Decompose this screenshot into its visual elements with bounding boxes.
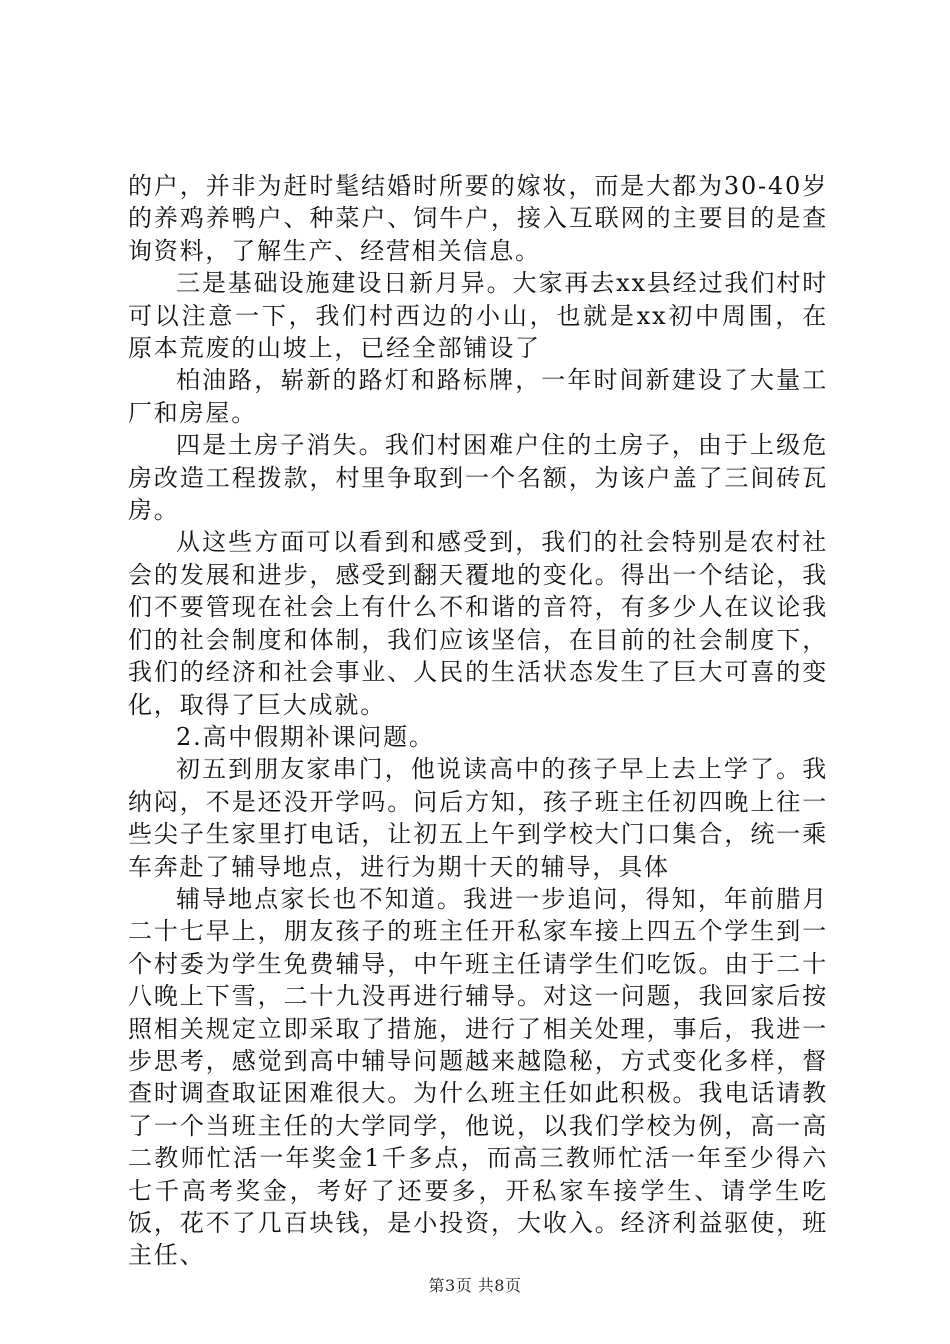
paragraph-3: 柏油路，崭新的路灯和路标牌，一年时间新建设了大量工厂和房屋。 [128,366,828,427]
paragraph-2: 三是基础设施建设日新月异。大家再去xx县经过我们村时可以注意一下，我们村西边的小山，也就是xx初中周围，在原本荒废的山坡上，已经全部铺设了 [128,269,828,363]
paragraph-7: 辅导地点家长也不知道。我进一步追问，得知，年前腊月二十七早上，朋友孩子的班主任开私家车接上四五个学生到一个村委为学生免费辅导，中午班主任请学生们吃饭。由于二十八晚上下雪，二十九没再进行辅导。对这一问题，我回家后按照相关规定立即采取了措施，进行了相关处理，事后，我进一步思考，感觉到高中辅导问题越来越隐秘，方式变化多样，督查时调查取证困难很大。为什么班主任如此积极。我电话请教了一个当班主任的大学同学，他说，以我们学校为例，高一高二教师忙活一年奖金1千多点，而高三教师忙活一年至少得六七千高考奖金，考好了还要多，开私家车接学生、请学生吃饭，花不了几百块钱，是小投资，大收入。经济利益驱使，班主任、 [128,884,828,1270]
paragraph-5: 从这些方面可以看到和感受到，我们的社会特别是农村社会的发展和进步，感受到翻天覆地的变化。得出一个结论，我们不要管现在社会上有什么不和谐的音符，有多少人在议论我们的社会制度和体制，我们应该坚信，在目前的社会制度下，我们的经济和社会事业、人民的生活状态发生了巨大可喜的变化，取得了巨大成就。 [128,528,828,719]
paragraph-1: 的户，并非为赶时髦结婚时所要的嫁妆，而是大都为30-40岁的养鸡养鸭户、种菜户、饲牛户，接入互联网的主要目的是查询资料，了解生产、经营相关信息。 [128,172,828,265]
section-heading: 2.高中假期补课问题。 [176,722,435,751]
paragraph-4: 四是土房子消失。我们村困难户住的土房子，由于上级危房改造工程拨款，村里争取到一个名额，为该户盖了三间砖瓦房。 [128,431,828,525]
document-body [128,170,828,1272]
paragraph-6: 初五到朋友家串门，他说读高中的孩子早上去上学了。我纳闷，不是还没开学吗。问后方知，孩子班主任初四晚上往一些尖子生家里打电话，让初五上午到学校大门口集合，统一乘车奔赴了辅导地点，进行为期十天的辅导，具体 [128,755,828,881]
page-footer: 第3页 共8页 [428,1276,522,1295]
